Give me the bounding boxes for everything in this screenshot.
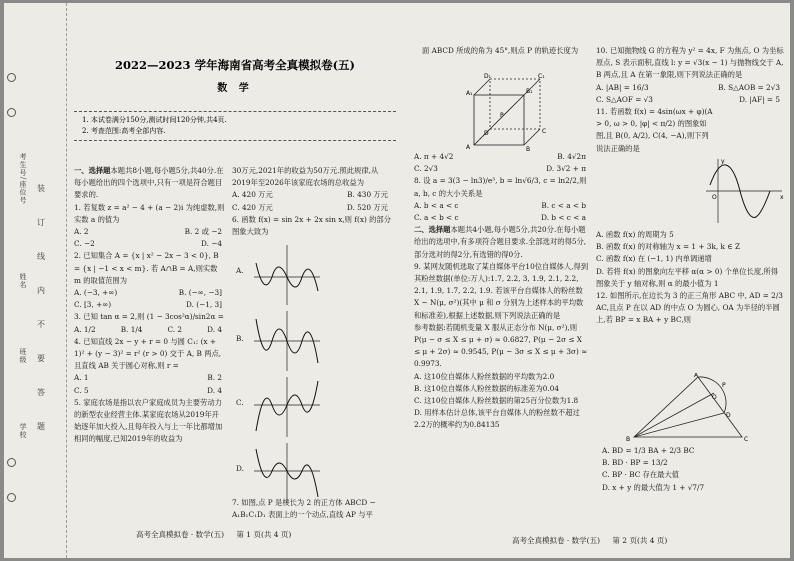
axis-x-label: x — [780, 194, 784, 201]
option: C. 5 — [74, 385, 89, 395]
option: D. |AF| = 5 — [739, 94, 780, 104]
graph-label-d: D. — [236, 464, 244, 473]
question-3: 3. 已知 tan α = 2,则 (1 − 3cos²α)/sin2α = — [74, 312, 224, 322]
footer-page: 第 2 页(共 4 页) — [612, 536, 668, 545]
note-line: 2. 考查范围:高考全部内容. — [82, 127, 166, 135]
cube-label: A — [466, 144, 471, 151]
seal-char: 题 — [37, 422, 45, 431]
column-2 — [232, 165, 392, 238]
option: B. 430 万元 — [347, 190, 388, 200]
option: B. 2 或 −2 — [184, 227, 222, 237]
cube-figure — [466, 73, 548, 151]
option: B. 这10位自媒体人粉丝数据的标准差为0.04 — [414, 383, 559, 393]
option: C. 函数 f(x) 在 (−1, 1) 内单调递增 — [596, 254, 712, 264]
question-7-text: 7. 如图,点 P 是棱长为 2 的正方体 ABCD − A₁B₁C₁D₁ 表面上的一个动点,直线 AP 与平 — [232, 498, 376, 520]
option: D. x + y 的最大值为 1 + √7/7 — [602, 482, 705, 492]
question-6: 6. 函数 f(x) = sin 2x + 2x sin x,则 f(x) 的部分图象大致为 — [232, 214, 392, 237]
seal-char: 订 — [37, 218, 45, 227]
option: D. 用样本估计总体,该平台自媒体人的粉丝数不超过2.2万的概率约为0.84135 — [414, 408, 580, 430]
option: B. 1/4 — [120, 324, 143, 334]
option: A. (−3, +∞) — [74, 288, 118, 298]
option: C. 2√3 — [414, 164, 438, 174]
binding-label-seat: 考生号/座位号 — [19, 153, 27, 205]
seal-char: 装 — [37, 184, 45, 193]
options-8 — [414, 200, 590, 212]
exam-notes — [74, 111, 396, 141]
cube-label: D₁ — [484, 73, 492, 80]
triangle-label: O — [712, 394, 717, 401]
option: A. π + 4√2 — [414, 152, 454, 161]
option: D. −4 — [201, 239, 222, 249]
note-line: 1. 本试卷满分150分,测试时间120分钟,共4页. — [82, 116, 227, 124]
triangle-figure — [624, 373, 754, 443]
seal-char: 不 — [37, 320, 45, 329]
triangle-label: C — [744, 436, 749, 443]
option: B. BD · BP = 13/2 — [602, 458, 668, 468]
question-8: 8. 设 a = 3(3 − ln3)/e³, b = ln√6/3, c = ln2/2,则 a, b, c 的大小关系是 — [414, 176, 587, 198]
question-9: 9. 某网友随机选取了某自媒体平台10位自媒体人,得到其粉丝数据(单位:万人):1.7, 2.2, 3, 1.9, 2.1, 2.2, 2.1, 1.9, 1.7, 2.2, 1.9. 若该平台自媒体人的粉丝数 X ~ N(μ, σ²)(其中 μ 和 σ 分别为上述样本的平均数和标准差),根据上述数据,则下列说法正确的是 — [414, 261, 589, 320]
binding-label-school: 学校 — [19, 423, 27, 439]
footer-title: 高考全真模拟卷 · 数学(五) — [512, 536, 601, 545]
cube-label: P — [500, 112, 504, 119]
option: A. BD = 1/3 BA + 2/3 BC — [602, 446, 695, 455]
option: D. 4 — [207, 385, 222, 395]
option: A. |AB| = 16/3 — [596, 82, 649, 92]
option: B. 4√2π — [557, 152, 586, 161]
options-1b — [74, 238, 226, 250]
section-instructions: 本题共8小题,每小题5分,共40分.在每小题给出的四个选项中,只有一项是符合题目要求的. — [74, 166, 224, 200]
question-12: 12. 如图所示,在边长为 3 的正三角形 ABC 中, AD = 2/3 AC,且点 P 在以 AD 的中点 O 为圆心, OA 为半径的半圆上,若 BP = x BA + y BC,则 — [596, 291, 783, 325]
option: D. 520 万元 — [346, 202, 388, 212]
question-2: 2. 已知集合 A = {x | x² − 2x − 3 < 0}, B = {x | −1 < x < m}. 若 A∩B = A,则实数 m 的取值范围为 — [74, 251, 219, 285]
triangle-label: P — [722, 382, 726, 389]
graph-option-c — [252, 375, 322, 439]
options-2b — [74, 299, 226, 311]
option: A. b < a < c — [414, 200, 459, 210]
option: A. 1/2 — [74, 324, 96, 334]
column-3-body — [414, 151, 590, 432]
question-10: 10. 已知抛物线 G 的方程为 y² = 4x, F 为焦点, O 为坐标原点, S 表示面积,直线 l: y = √3(x − 1) 与抛物线交于 A, B 两点,且 A 在第一象限,则下列说法正确的是 — [596, 46, 784, 80]
option: B. c < a < b — [541, 200, 586, 210]
triangle-label: B — [626, 436, 631, 443]
question-1: 1. 若复数 z = a² − 4 + (a − 2)i 为纯虚数,则实数 a 的值为 — [74, 202, 225, 224]
binding-hole-icon — [7, 458, 16, 467]
binding-hole-icon — [7, 493, 16, 502]
question-4: 4. 已知直线 2x − y + r = 0 与圆 C₁: (x + 1)² + (y − 3)² = r² (r > 0) 交于 A, B 两点,且直线 AB 关于圆心对称,则 r = — [74, 336, 222, 371]
option: C. 2 — [167, 324, 183, 334]
column-4 — [596, 45, 784, 155]
options-4b — [74, 385, 226, 397]
options-1 — [74, 226, 226, 238]
cube-label: C₁ — [538, 73, 545, 80]
binding-hole-icon — [7, 108, 16, 117]
options-10 — [596, 82, 784, 94]
options-7 — [414, 151, 590, 163]
triangle-label: A — [694, 373, 699, 379]
option: D. b < c < a — [541, 213, 586, 223]
options-4 — [74, 372, 226, 384]
column-1 — [74, 165, 226, 446]
binding-hole-icon — [7, 73, 16, 82]
section-heading: 一、选择题 — [74, 166, 111, 175]
footer-left — [136, 529, 291, 540]
seal-char: 要 — [37, 354, 45, 363]
exam-sheet — [4, 3, 790, 558]
cube-label: B — [526, 146, 531, 151]
option: C. BP · BC 存在最大值 — [602, 470, 680, 480]
option: C. 420 万元 — [232, 202, 273, 212]
cube-label: A₁ — [466, 90, 473, 97]
seal-char: 线 — [37, 252, 45, 261]
options-5b — [232, 202, 392, 214]
option: B. S△AOB = 2√3 — [718, 82, 780, 92]
options-5 — [232, 189, 392, 201]
option: C. a < b < c — [414, 213, 459, 223]
question-9-reference: 参考数据:若随机变量 X 服从正态分布 N(μ, σ²),则 P(μ − σ ≤ X ≤ μ + σ) ≈ 0.6827, P(μ − 2σ ≤ X ≤ μ + 2σ) ≈ 0.9545, P(μ − 3σ ≤ X ≤ μ + 3σ) ≈ 0.9973. — [414, 322, 588, 369]
footer-right — [512, 535, 667, 546]
option: C. −2 — [74, 239, 95, 249]
column-4-body — [596, 229, 784, 327]
cube-label: C — [542, 128, 547, 135]
options-7b — [414, 163, 590, 175]
question-5-continued: 30万元,2021年的收益为50万元.照此规律,从2019年至2026年该家庭农场的总收益为 — [232, 166, 379, 188]
option: A. 函数 f(x) 的周期为 5 — [596, 230, 674, 239]
section-instructions: 本题共4小题,每小题5分,共20分.在每小题给出的选项中,有多项符合题目要求.全部选对的得5分,部分选对的得2分,有选错的得0分. — [414, 225, 587, 259]
section-heading: 二、选择题 — [414, 225, 451, 235]
question-7 — [232, 497, 392, 521]
option: B. (−∞, −3] — [178, 288, 222, 298]
footer-title: 高考全真模拟卷 · 数学(五) — [136, 530, 225, 539]
origin-label: O — [712, 194, 717, 201]
exam-title: 2022—2023 学年海南省高考全真模拟卷(五) — [115, 58, 355, 72]
binding-label-class: 班级 — [19, 348, 27, 364]
option: B. 2 — [207, 373, 222, 383]
graph-label-b: B. — [236, 334, 244, 343]
sine-figure — [704, 155, 784, 225]
options-3 — [74, 324, 226, 336]
binding-margin — [4, 3, 67, 558]
options-2 — [74, 287, 226, 299]
cube-label: B₁ — [526, 88, 533, 95]
graph-label-a: A. — [236, 266, 244, 275]
option: B. 函数 f(x) 的对称轴为 x = 1 + 3k, k ∈ Z — [596, 242, 741, 252]
footer-page: 第 1 页(共 4 页) — [236, 530, 292, 539]
option: D. 若将 f(x) 的图象向左平移 α(α > 0) 个单位长度,所得图象关于 y 轴对称,则 α 的最小值为 1 — [596, 266, 779, 288]
axis-y-label: y — [721, 158, 725, 165]
graph-label-c: C. — [236, 398, 244, 407]
column-3 — [422, 45, 590, 57]
option: D. (−1, 3] — [186, 300, 222, 310]
option: D. 4 — [207, 324, 222, 334]
option: A. 1 — [74, 373, 89, 383]
graph-option-b — [252, 309, 322, 373]
question-7-continued: 面 ABCD 所成的角为 45°,则点 P 的轨迹长度为 — [422, 46, 579, 55]
triangle-label: D — [726, 412, 731, 419]
question-5: 5. 家庭农场是指以农户家庭成员为主要劳动力的新型农业经营主体.某家庭农场从2019年开始逐年加大投入,且每年投入与上一年比都增加相同的幅度,已知2019年的收益为 — [74, 397, 223, 444]
cube-label: D — [484, 130, 489, 137]
option: C. [3, +∞) — [74, 300, 112, 310]
option: A. 420 万元 — [232, 190, 273, 200]
options-10b — [596, 94, 784, 106]
binding-label-name: 姓名 — [19, 273, 27, 289]
question-11: 11. 若函数 f(x) = 4sin(ωx + φ)(A > 0, ω > 0, |φ| < π/2) 的图象如图,且 B(0, A/2), C(4, −A),则下列说法正确的是 — [596, 107, 713, 153]
seal-char: 内 — [37, 286, 45, 295]
option: C. 这10位自媒体人粉丝数据的第25百分位数为1.8 — [414, 396, 579, 406]
seal-char: 答 — [37, 388, 45, 397]
graph-option-a — [252, 243, 322, 307]
option: A. 2 — [74, 227, 89, 237]
exam-subject: 数 学 — [217, 83, 253, 94]
option: C. S△AOF = √3 — [596, 94, 653, 104]
graph-option-d — [252, 441, 322, 505]
option: D. 3√2 + π — [546, 164, 586, 174]
option: A. 这10位自媒体人粉丝数据的平均数为2.0 — [414, 371, 555, 381]
options-12 — [602, 445, 784, 494]
options-8b — [414, 212, 590, 224]
